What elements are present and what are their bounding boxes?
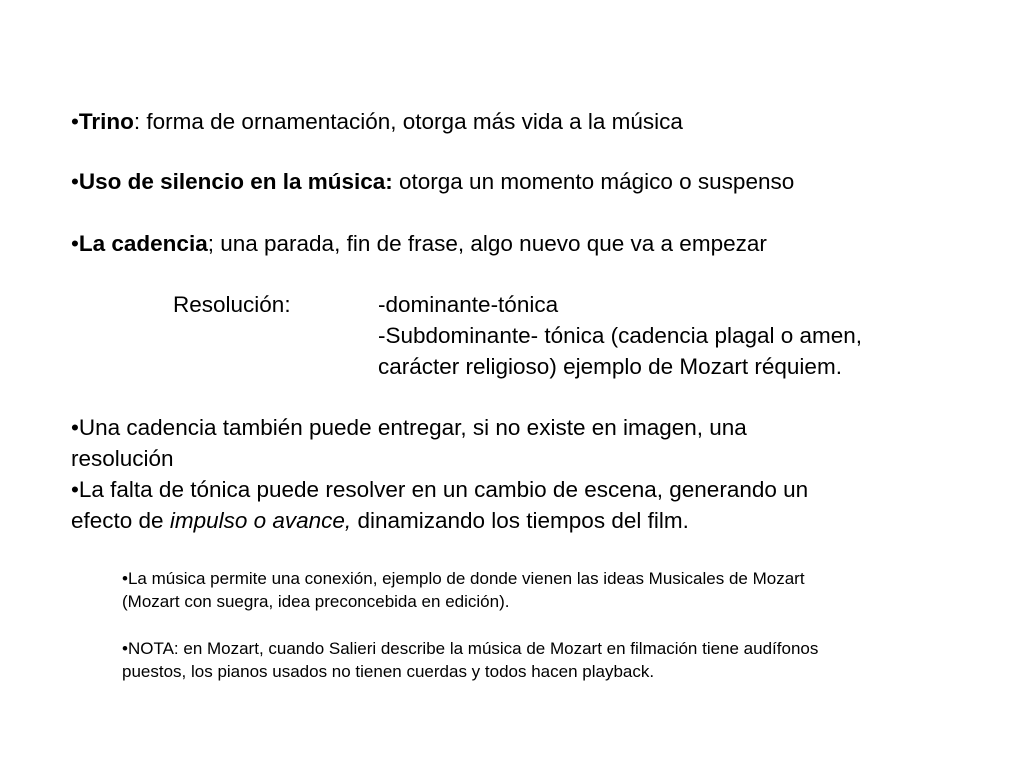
paragraph-tonica-line-1: •La falta de tónica puede resolver en un cambio de escena, generando un bbox=[71, 477, 809, 502]
text-segment: efecto de bbox=[71, 508, 170, 533]
paragraph-cadencia-line-2: resolución bbox=[71, 446, 174, 471]
resolucion-item: -Subdominante- tónica (cadencia plagal o amen, bbox=[378, 323, 863, 348]
note-salieri-line-2: puestos, los pianos usados no tienen cuerdas y todos hacen playback. bbox=[122, 662, 655, 681]
emphasis-text: impulso o avance, bbox=[169, 508, 352, 533]
paragraph-cadencia-line-1: •Una cadencia también puede entregar, si no existe en imagen, una bbox=[71, 415, 747, 440]
term-cadencia: La cadencia bbox=[78, 231, 208, 256]
bullet-silencio bbox=[71, 166, 794, 197]
bullet-marker: • bbox=[71, 231, 79, 256]
definition-trino: : forma de ornamentación, otorga más vida a la música bbox=[133, 109, 683, 134]
definition-silencio: otorga un momento mágico o suspenso bbox=[392, 169, 795, 194]
note-mozart-line-2: (Mozart con suegra, idea preconcebida en edición). bbox=[122, 592, 510, 611]
bullet-trino bbox=[71, 106, 683, 137]
bullet-marker: • bbox=[71, 109, 79, 134]
resolucion-label: Resolución: bbox=[173, 292, 291, 317]
paragraph-tonica-line-2 bbox=[71, 505, 689, 536]
term-trino: Trino bbox=[78, 109, 134, 134]
definition-cadencia: ; una parada, fin de frase, algo nuevo que va a empezar bbox=[207, 231, 767, 256]
resolucion-item: -dominante-tónica bbox=[378, 292, 559, 317]
note-salieri-line-1: •NOTA: en Mozart, cuando Salieri describe la música de Mozart en filmación tiene audífonos bbox=[122, 639, 819, 658]
text-segment: dinamizando los tiempos del film. bbox=[351, 508, 689, 533]
bullet-cadencia bbox=[71, 228, 767, 259]
term-silencio: Uso de silencio en la música: bbox=[78, 169, 393, 194]
bullet-marker: • bbox=[71, 169, 79, 194]
note-mozart-line-1: •La música permite una conexión, ejemplo de donde vienen las ideas Musicales de Mozart bbox=[122, 569, 805, 588]
resolucion-item: carácter religioso) ejemplo de Mozart réquiem. bbox=[378, 354, 842, 379]
